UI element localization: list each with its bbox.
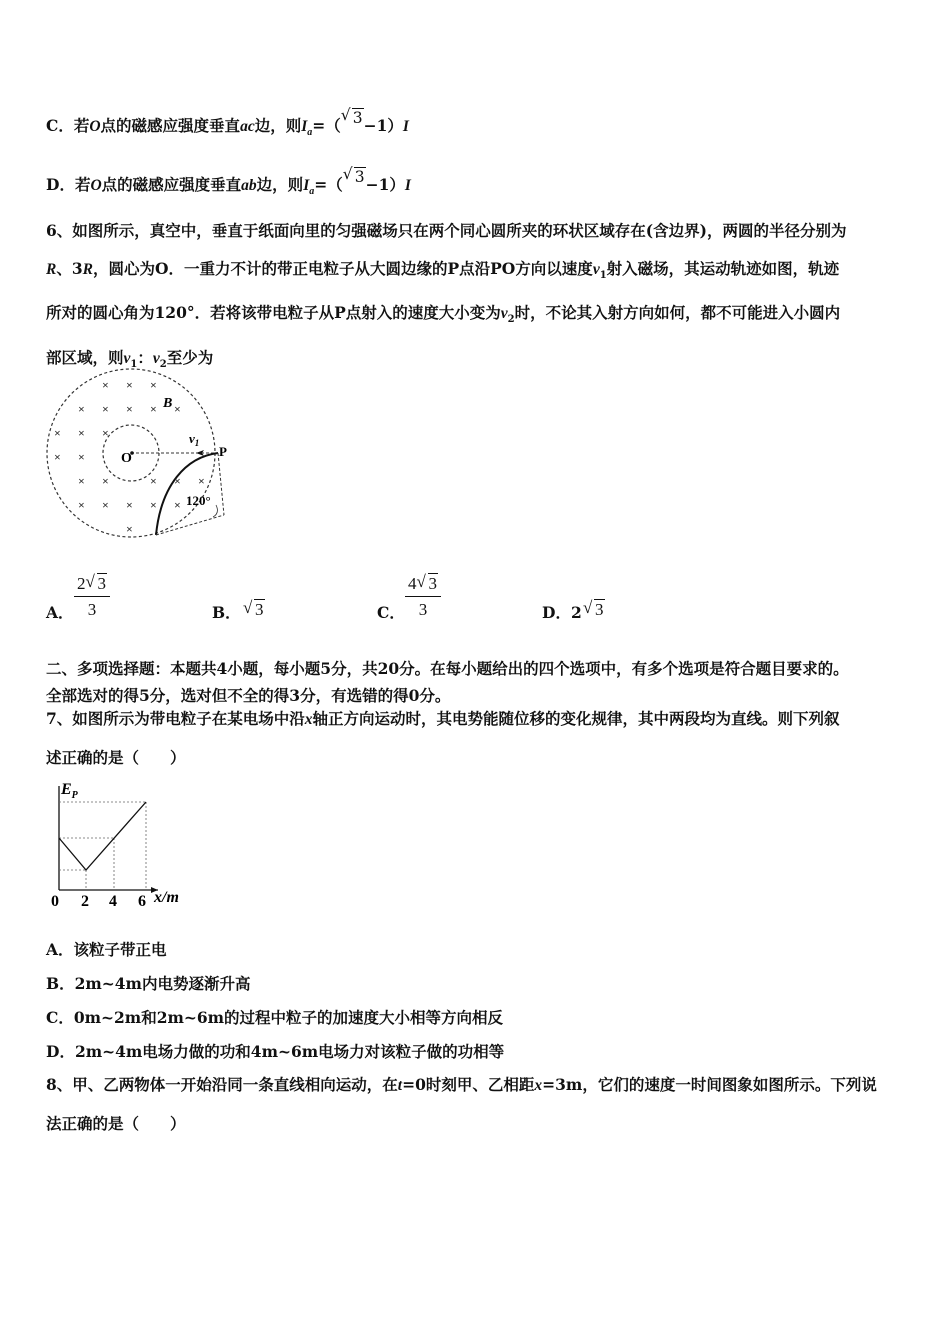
option-label: A． xyxy=(46,603,74,622)
edge-label: ab xyxy=(241,177,257,194)
sqrt-expression: √ 3 xyxy=(243,598,264,619)
text: 射入磁场，其运动轨迹如图，轨迹 xyxy=(606,258,840,278)
field-cross: × xyxy=(126,498,133,512)
edge-label: ac xyxy=(240,118,255,135)
q7-line-1 xyxy=(46,700,908,739)
option-label: C． xyxy=(377,603,405,622)
current-symbol: I xyxy=(402,118,409,135)
velocity-label: $v_1$ xyxy=(189,431,200,448)
q7-option-d[interactable]: D．2m~4m电场力做的功和4m~6m电场力对该粒子做的功相等 xyxy=(46,1042,505,1061)
velocity-symbol: v xyxy=(123,349,131,367)
text: =0时刻甲、乙相距 xyxy=(402,1075,535,1094)
option-label: D．若 xyxy=(46,175,91,194)
equals: =（ xyxy=(314,175,343,194)
q8-line-2: 法正确的是（ ） xyxy=(46,1113,186,1133)
field-cross: × xyxy=(126,522,133,536)
q7-option-b[interactable]: B．2m~4m内电势逐渐升高 xyxy=(46,974,251,993)
q7-option-a[interactable]: A．该粒子带正电 xyxy=(46,940,167,959)
field-cross: × xyxy=(102,426,109,440)
field-cross: × xyxy=(102,498,109,512)
field-cross: × xyxy=(150,474,157,488)
point-o: O xyxy=(90,177,102,194)
sqrt-expression: √ 3 xyxy=(583,598,604,619)
q8-line-1 xyxy=(46,1066,908,1105)
section-2-line-1: 二、多项选择题：本题共4小题，每小题5分，共20分。在每小题给出的四个选项中，有多个选项是符合题目要求的。 xyxy=(46,659,849,678)
q6-magnetic-field-figure xyxy=(46,365,246,545)
velocity-symbol: v xyxy=(592,260,600,278)
x-label: x/m xyxy=(154,889,179,906)
text: 部区域，则 xyxy=(46,347,124,367)
option-label: B． xyxy=(212,603,241,622)
radicand: 3 xyxy=(352,109,363,127)
velocity-symbol: v xyxy=(500,305,508,323)
field-cross: × xyxy=(126,402,133,416)
center-label-o: O xyxy=(121,451,132,466)
field-cross: × xyxy=(102,474,109,488)
field-cross: × xyxy=(126,378,133,392)
current-symbol: I xyxy=(303,177,310,194)
option-text: 边，则 xyxy=(256,175,304,194)
current-subscript: a xyxy=(309,186,315,198)
numerator-coef: 4 xyxy=(408,574,417,593)
q7-option-c[interactable]: C．0m~2m和2m~6m的过程中粒子的加速度大小相等方向相反 xyxy=(46,1008,504,1027)
radicand: 3 xyxy=(97,574,106,593)
field-cross: × xyxy=(198,474,205,488)
y-label: $E_P$ xyxy=(61,781,78,801)
q6-line-1: 6、如图所示，真空中，垂直于纸面向里的匀强磁场只在两个同心圆所夹的环状区域存在(含边界)，两圆的半径分别为 xyxy=(46,221,847,240)
option-text: 点的磁感应强度垂直 xyxy=(101,175,242,194)
field-cross: × xyxy=(102,402,109,416)
q8-stem xyxy=(46,1066,908,1142)
q7-stem xyxy=(46,700,908,776)
time-symbol: t xyxy=(397,1077,403,1094)
point-label-p: P xyxy=(219,444,227,459)
current-subscript: a xyxy=(307,127,313,139)
velocity-subscript: 1 xyxy=(599,269,607,281)
radius-symbol: R xyxy=(82,260,93,278)
radicand: 3 xyxy=(255,600,264,619)
field-cross: × xyxy=(174,474,181,488)
sqrt-expression: √ 3 xyxy=(340,106,363,127)
radius-dashed xyxy=(218,453,224,515)
radicand: 3 xyxy=(428,574,437,593)
radicand: 3 xyxy=(595,600,604,619)
distance-symbol: x xyxy=(534,1077,543,1094)
expression-end: −1） xyxy=(365,175,405,194)
tick-6: 6 xyxy=(138,893,146,910)
tick-4: 4 xyxy=(109,893,117,910)
ep-line xyxy=(59,802,146,870)
velocity-symbol: v xyxy=(152,349,160,367)
field-cross: × xyxy=(174,498,181,512)
text: 时，不论其入射方向如何，都不可能进入小圆内 xyxy=(514,303,841,323)
velocity-subscript: 2 xyxy=(507,314,515,326)
text: 7、如图所示为带电粒子在某电场中沿 xyxy=(46,709,305,728)
angle-arc xyxy=(213,505,217,517)
field-cross: × xyxy=(78,498,85,512)
field-cross: × xyxy=(150,498,157,512)
chord-dashed xyxy=(156,515,224,535)
fraction: 4 √ 3 3 xyxy=(405,574,441,620)
option-text: 边，则 xyxy=(254,116,302,135)
field-cross: × xyxy=(78,402,85,416)
field-label-b: B xyxy=(163,396,173,411)
current-symbol: I xyxy=(404,177,411,194)
field-cross: × xyxy=(78,474,85,488)
axis-symbol: x xyxy=(304,711,313,728)
text: =3m，它们的速度一时间图象如图所示。下列说 xyxy=(542,1075,877,1094)
fraction: 2 √ 3 3 xyxy=(74,574,110,620)
tick-0: 0 xyxy=(51,893,59,910)
field-cross: × xyxy=(150,378,157,392)
denominator: 3 xyxy=(87,600,97,619)
text: 轴正方向运动时，其电势能随位移的变化规律，其中两段均为直线。则下列叙 xyxy=(312,709,840,728)
text: 至少为 xyxy=(166,347,214,367)
q7-ep-graph xyxy=(46,776,196,916)
sqrt-expression: √ 3 xyxy=(342,165,365,186)
velocity-subscript: 2 xyxy=(159,358,167,370)
text: 所对的圆心角为120°．若将该带电粒子从P点射入的速度大小变为 xyxy=(46,303,501,323)
field-cross: × xyxy=(78,450,85,464)
angle-label: 120° xyxy=(186,493,211,508)
radius-symbol: R xyxy=(46,260,57,278)
q6-line-3 xyxy=(46,294,908,339)
text: 8、甲、乙两物体一开始沿同一条直线相向运动，在 xyxy=(46,1075,398,1094)
point-o: O xyxy=(89,118,101,135)
radicand: 3 xyxy=(354,168,365,186)
field-cross: × xyxy=(102,378,109,392)
q6-stem xyxy=(46,212,908,383)
option-label: D．2 xyxy=(542,603,582,622)
option-text: 点的磁感应强度垂直 xyxy=(100,116,241,135)
field-cross: × xyxy=(54,426,61,440)
q6-line-2 xyxy=(46,250,908,295)
field-cross: × xyxy=(174,402,181,416)
denominator: 3 xyxy=(418,600,428,619)
equals: =（ xyxy=(312,116,341,135)
field-cross: × xyxy=(54,450,61,464)
tick-2: 2 xyxy=(81,893,89,910)
field-cross: × xyxy=(78,426,85,440)
q5-option-c[interactable] xyxy=(46,106,409,139)
current-symbol: I xyxy=(301,118,308,135)
section-2-line-2: 全部选对的得5分，选对但不全的得3分，有选错的得0分。 xyxy=(46,686,451,705)
text: ： xyxy=(137,347,153,367)
velocity-subscript: 1 xyxy=(130,358,138,370)
q7-line-2: 述正确的是（ ） xyxy=(46,747,186,767)
expression-end: −1） xyxy=(363,116,403,135)
text: ，圆心为O．一重力不计的带正电粒子从大圆边缘的P点沿PO方向以速度 xyxy=(92,258,593,278)
text: 、3 xyxy=(56,258,83,278)
numerator-coef: 2 xyxy=(77,574,86,593)
field-cross: × xyxy=(150,402,157,416)
option-label: C．若 xyxy=(46,116,90,135)
q5-option-d[interactable] xyxy=(46,165,411,198)
